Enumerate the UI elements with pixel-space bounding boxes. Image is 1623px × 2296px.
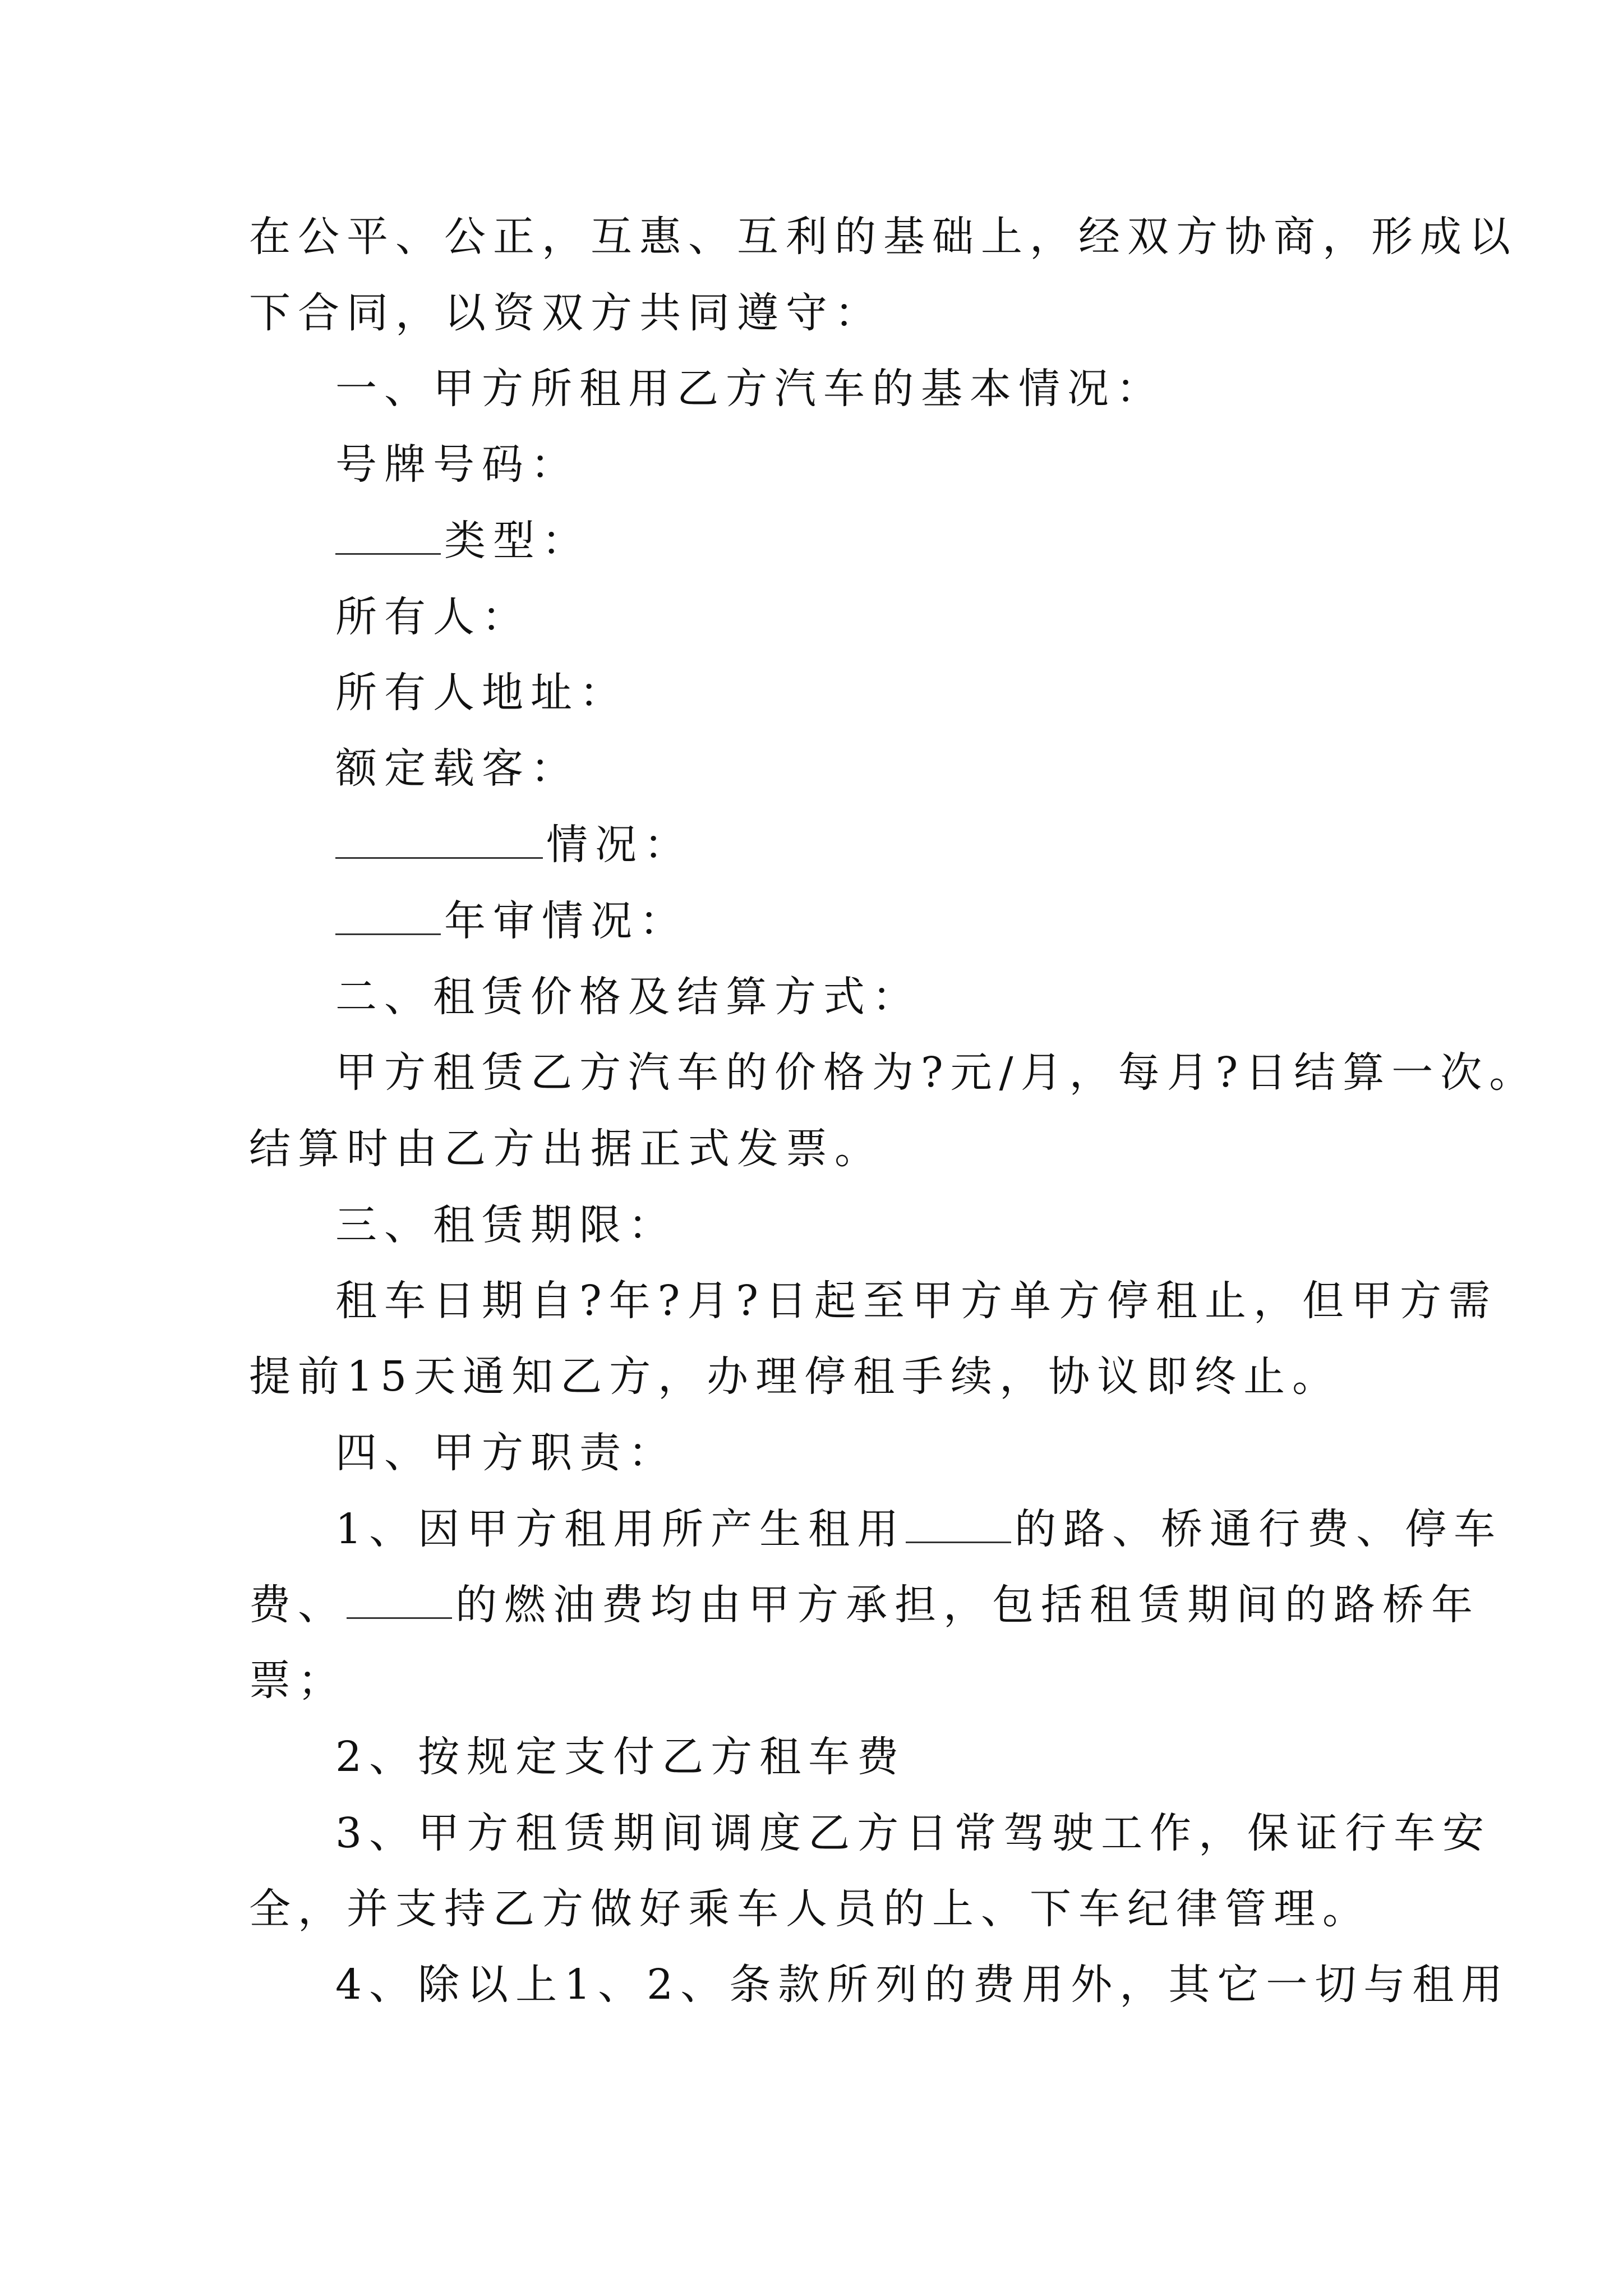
form-field-row	[335, 513, 591, 569]
blank-line	[347, 1582, 452, 1619]
clause-text: 费、	[249, 1581, 347, 1629]
form-field-label: 号牌号码：	[335, 440, 579, 489]
paragraph-line: 票；	[249, 1657, 347, 1705]
form-field-label: 所有人地址：	[335, 669, 628, 717]
blank-line	[335, 518, 441, 555]
section-heading: 四、甲方职责：	[335, 1429, 677, 1477]
paragraph-line: 提前15天通知乙方，办理停租手续，协议即终止。	[249, 1352, 1341, 1401]
blank-line	[335, 899, 441, 935]
clause-text: 1、因甲方租用所产生租用	[335, 1505, 906, 1553]
paragraph-line: 4、除以上1、2、条款所列的费用外，其它一切与租用	[335, 1961, 1510, 2009]
clause-text: 的路、桥通行费、停车	[1015, 1505, 1503, 1553]
form-field-row	[335, 893, 688, 949]
paragraph-line: 租车日期自?年?月?日起至甲方单方停租止，但甲方需	[335, 1277, 1498, 1325]
paragraph-line: 下合同，以资双方共同遵守：	[249, 289, 883, 337]
form-field-row	[335, 817, 693, 873]
section-heading: 二、租赁价格及结算方式：	[335, 973, 921, 1021]
paragraph-line: 甲方租赁乙方汽车的价格为?元/月，每月?日结算一次。	[335, 1048, 1538, 1097]
paragraph-line	[249, 1577, 1480, 1633]
form-field-label: 额定载客：	[335, 744, 579, 793]
form-field-label: 类型：	[444, 517, 591, 565]
paragraph-line: 结算时由乙方出据正式发票。	[249, 1125, 883, 1173]
blank-line	[906, 1507, 1011, 1543]
paragraph-line: 2、按规定支付乙方租车费	[335, 1733, 906, 1781]
form-field-label: 情况：	[546, 821, 693, 869]
form-field-label: 所有人：	[335, 593, 531, 641]
blank-line	[335, 822, 543, 859]
section-heading: 三、租赁期限：	[335, 1201, 677, 1249]
section-heading: 一、甲方所租用乙方汽车的基本情况：	[335, 365, 1165, 413]
paragraph-line: 3、甲方租赁期间调度乙方日常驾驶工作，保证行车安	[335, 1809, 1492, 1857]
paragraph-line: 在公平、公正，互惠、互利的基础上，经双方协商，形成以	[249, 213, 1518, 261]
paragraph-line	[335, 1501, 1502, 1557]
clause-text: 的燃油费均由甲方承担，包括租赁期间的路桥年	[455, 1581, 1480, 1629]
paragraph-line: 全，并支持乙方做好乘车人员的上、下车纪律管理。	[249, 1885, 1371, 1933]
form-field-label: 年审情况：	[444, 897, 688, 945]
